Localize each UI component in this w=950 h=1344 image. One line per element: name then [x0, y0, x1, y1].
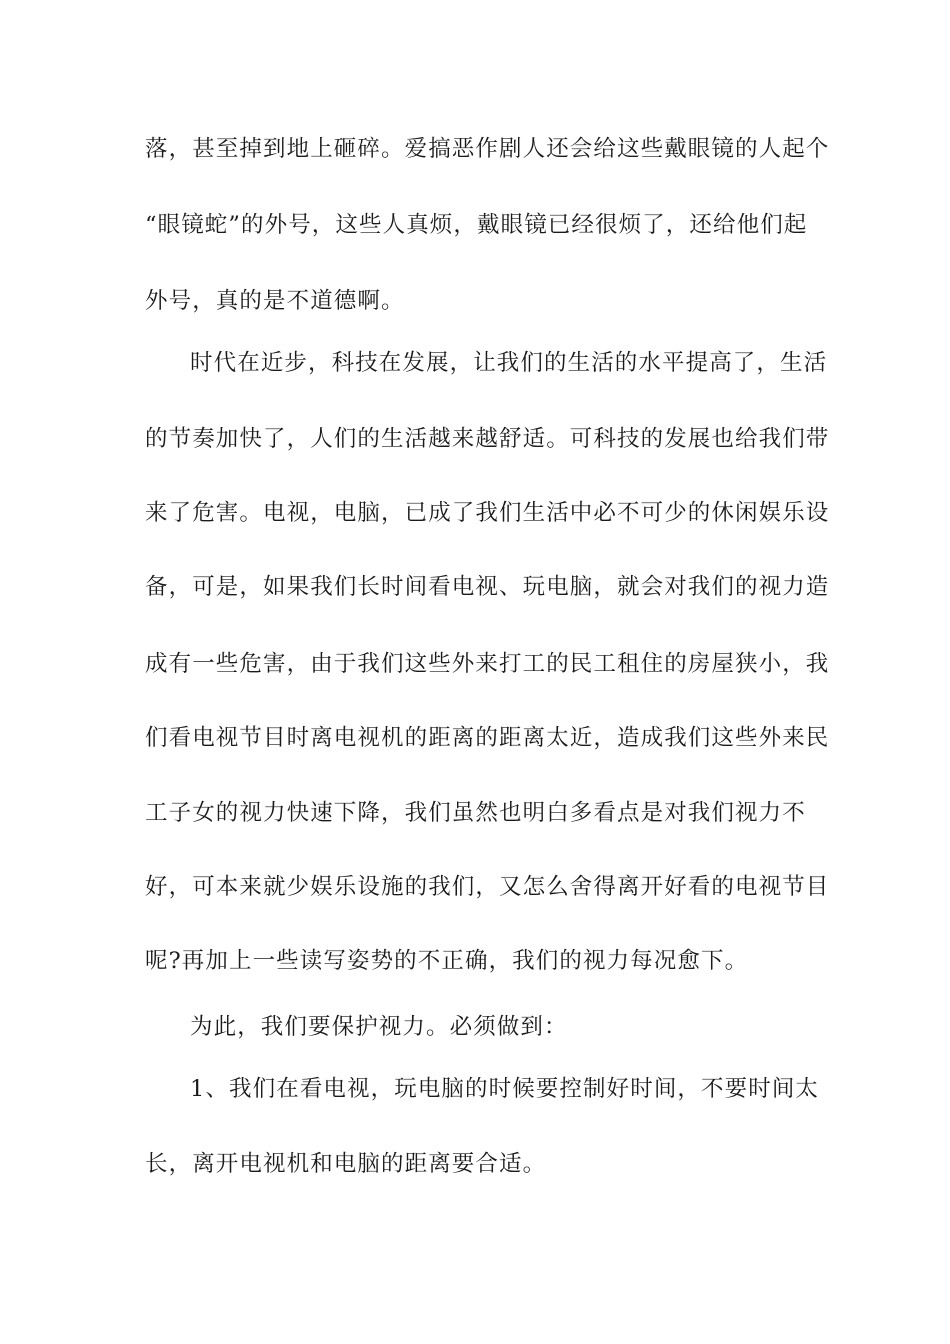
text-line-7: 备，可是，如果我们长时间看电视、玩电脑，就会对我们的视力造 [145, 574, 830, 600]
text-line-10: 工子女的视力快速下降，我们虽然也明白多看点是对我们视力不 [145, 800, 806, 826]
text-line-2: “眼镜蛇”的外号，这些人真烦，戴眼镜已经很烦了，还给他们起 [145, 212, 808, 238]
text-line-1: 落，甚至掉到地上砸碎。爱搞恶作剧人还会给这些戴眼镜的人起个 [145, 136, 830, 162]
text-line-11: 好，可本来就少娱乐设施的我们，又怎么舍得离开好看的电视节目 [145, 874, 830, 900]
text-line-13: 为此，我们要保护视力。必须做到： [190, 1014, 568, 1040]
text-line-14: 1、我们在看电视，玩电脑的时候要控制好时间，不要时间太 [190, 1076, 820, 1102]
text-line-6: 来了危害。电视，电脑，已成了我们生活中必不可少的休闲娱乐设 [145, 500, 830, 526]
text-line-12: 呢?再加上一些读写姿势的不正确，我们的视力每况愈下。 [145, 948, 749, 974]
text-line-9: 们看电视节目时离电视机的距离的距离太近，造成我们这些外来民 [145, 725, 830, 751]
text-line-4: 时代在近步，科技在发展，让我们的生活的水平提高了，生活 [190, 350, 828, 376]
text-line-8: 成有一些危害，由于我们这些外来打工的民工租住的房屋狭小，我 [145, 651, 830, 677]
text-line-15: 长，离开电视机和电脑的距离要合适。 [145, 1151, 547, 1177]
text-line-5: 的节奏加快了，人们的生活越来越舒适。可科技的发展也给我们带 [145, 426, 830, 452]
text-line-3: 外号，真的是不道德啊。 [145, 288, 405, 314]
